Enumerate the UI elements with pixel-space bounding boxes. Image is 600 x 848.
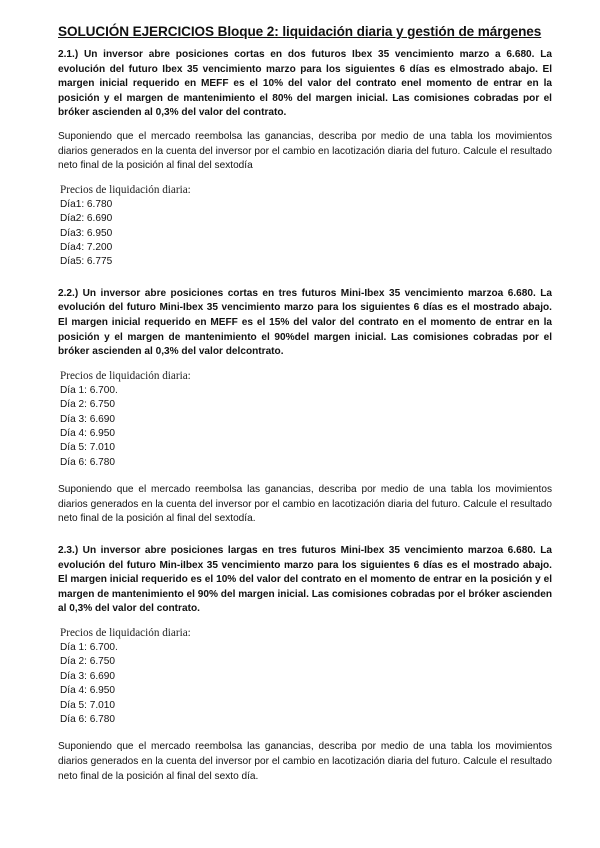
price-item: Día 1: 6.700. <box>60 384 118 396</box>
price-item: Día 4: 6.950 <box>60 427 115 439</box>
document-page <box>58 24 552 784</box>
price-item: Día 2: 6.750 <box>60 656 115 668</box>
price-item: Día 3: 6.690 <box>60 670 115 682</box>
prices-heading: Precios de liquidación diaria: <box>60 369 191 382</box>
exercise-question: Suponiendo que el mercado reembolsa las ganancias, describa por medio de una tabla los movimientos diarios generados en la cuenta del inversor por el cambio en lacotización diaria del futuro. Calcule el resultado neto final de la posición al final del sexto día. <box>58 741 552 782</box>
exercise-2-2 <box>58 287 552 527</box>
prices-heading: Precios de liquidación diaria: <box>60 626 191 639</box>
price-item: Día 1: 6.700. <box>60 641 118 653</box>
exercise-2-3 <box>58 544 552 784</box>
prices-heading: Precios de liquidación diaria: <box>60 183 191 196</box>
prices-list <box>58 641 552 727</box>
price-item: Día 6: 6.780 <box>60 456 115 468</box>
exercise-statement: 2.3.) Un inversor abre posiciones largas en tres futuros Mini-Ibex 35 vencimiento marzoa 6.680. La evolución del futuro Min-iIbex 35 vencimiento marzo para los siguientes 6 días es el mostrado abajo. El margen inicial requerido es el 10% del valor del contrato en el momento de entrar en la posición y el margen de mantenimiento el 90% del margen inicial. Las comisiones cobradas por el bróker ascienden al 0,3% del valor del contrato. <box>58 544 552 615</box>
price-item: Día 2: 6.750 <box>60 399 115 411</box>
prices-list <box>58 384 552 470</box>
price-item: Día 4: 6.950 <box>60 685 115 697</box>
price-item: Día4: 7.200 <box>60 241 113 253</box>
price-item: Día 5: 7.010 <box>60 442 115 454</box>
price-item: Día2: 6.690 <box>60 213 113 225</box>
exercise-statement: 2.1.) Un inversor abre posiciones cortas en dos futuros Ibex 35 vencimiento marzo a 6.680. La evolución del futuro Ibex 35 vencimiento marzo para los siguientes 6 días es elmostrado abajo. El margen inicial requerido en MEFF es el 10% del valor del contrato enel momento de entrar en la posición y el margen de mantenimiento el 80% del margen inicial. Las comisiones cobradas por el bróker ascienden al 0,3% del valor del contrato. <box>58 49 552 119</box>
exercise-question: Suponiendo que el mercado reembolsa las ganancias, describa por medio de una tabla los movimientos diarios generados en la cuenta del inversor por el cambio en lacotización diaria del futuro. Calcule el resultado neto final de la posición al final del sextodía <box>58 130 552 172</box>
price-item: Día 3: 6.690 <box>60 413 115 425</box>
price-item: Día 5: 7.010 <box>60 699 115 711</box>
price-item: Día5: 6.775 <box>60 256 113 268</box>
price-item: Día1: 6.780 <box>60 198 113 210</box>
prices-list <box>58 198 552 270</box>
exercise-statement: 2.2.) Un inversor abre posiciones cortas en tres futuros Mini-Ibex 35 vencimiento marzoa 6.680. La evolución del futuro Mini-Ibex 35 vencimiento marzo para los siguientes 6 días es el mostrado abajo. El margen inicial requerido en MEFF es el 15% del valor del contrato en el momento de entrar en la posición y el margen de mantenimiento el 90%del margen inicial. Las comisiones cobradas por el bróker ascienden al 0,3% del valor delcontrato. <box>58 287 552 358</box>
price-item: Día 6: 6.780 <box>60 713 115 725</box>
exercise-2-1 <box>58 48 552 270</box>
price-item: Día3: 6.950 <box>60 227 113 239</box>
document-title: SOLUCIÓN EJERCICIOS Bloque 2: liquidación diaria y gestión de márgenes <box>58 24 542 39</box>
exercise-question: Suponiendo que el mercado reembolsa las ganancias, describa por medio de una tabla los movimientos diarios generados en la cuenta del inversor por el cambio en lacotización diaria del futuro. Calcule el resultado neto final de la posición al final del sextodía. <box>58 484 552 525</box>
